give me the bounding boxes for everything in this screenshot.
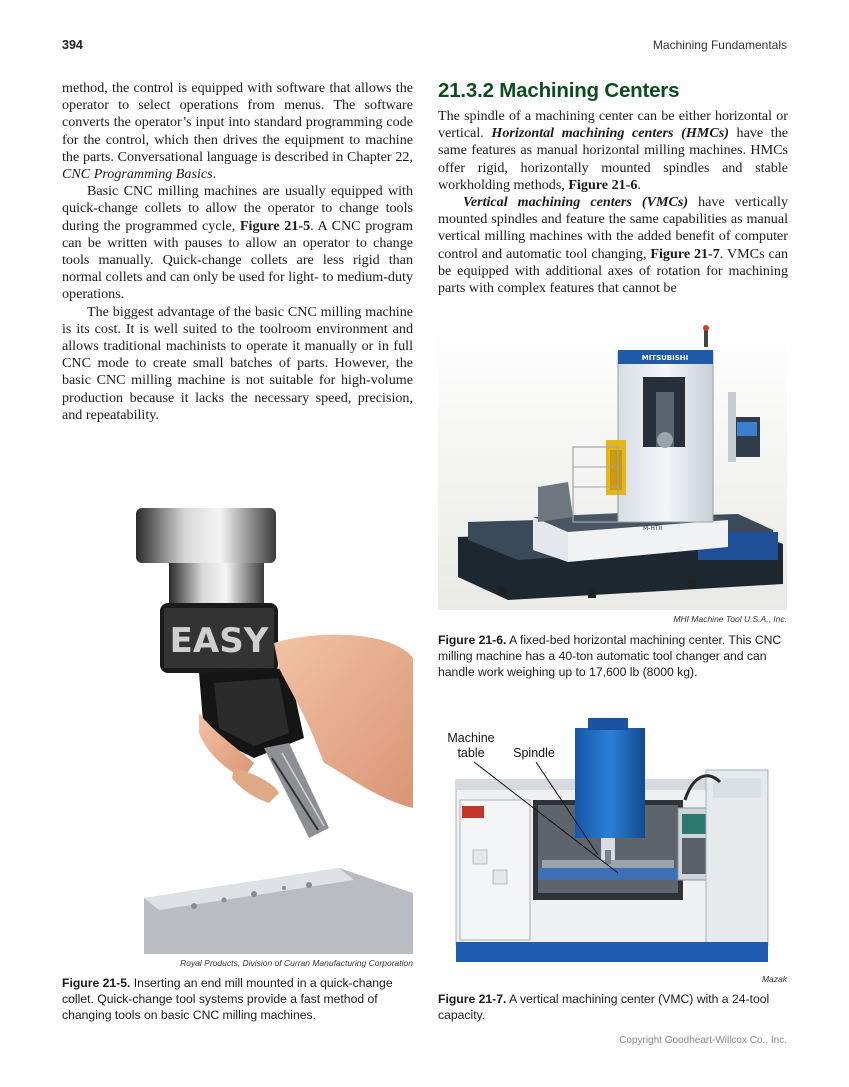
quick-change-collet-illustration [104, 508, 413, 954]
figure-21-6-credit: MHI Machine Tool U.S.A., Inc. [673, 614, 787, 624]
section-title: Machining Centers [499, 79, 680, 102]
callout-machine-table-line1: Machine [447, 731, 495, 745]
left-paragraph-2: Basic CNC milling machines are usually equipped with quick-change collets to allow the operator to change tools during the programmed cycle, Figure 21-5. A CNC program can be written with pauses to allow an operator to change tools manually. Quick-change collets are less rigid than normal collets and can only be used for light- to medium-duty operations. [62, 183, 413, 303]
right-paragraph-1: The spindle of a machining center can be either horizontal or vertical. Horizontal machining centers (HMCs) have the same features as manual horizontal milling machines. HMCs offer rigid, horizontally mounted spindles and stable workholding methods, Figure 21-6. [438, 108, 788, 193]
figure-21-5-credit: Royal Products, Division of Curran Manufacturing Corporation [180, 958, 413, 968]
copyright-notice: Copyright Goodheart-Willcox Co., Inc. [619, 1035, 787, 1046]
figure-21-7-photo [438, 710, 787, 970]
horizontal-machining-center-illustration [438, 322, 787, 610]
brand-label: MITSUBISHI [641, 354, 689, 362]
figure-21-5-caption: Figure 21-5. Inserting an end mill mounted in a quick-change collet. Quick-change tool systems provide a fast method of changing tools on basic CNC milling machines. [62, 976, 393, 1023]
vertical-machining-center-illustration [438, 710, 787, 970]
left-paragraph-1: method, the control is equipped with software that allows the operator to select operations from menus. The software converts the operator’s input into standard programming code for the control, which then drives the equipment to machine the parts. Conversational language is described in Chapter 22, CNC Programming Basics. [62, 80, 413, 183]
left-paragraph-3: The biggest advantage of the basic CNC milling machine is its cost. It is well suited to the toolroom environment and allows traditional machinists to operate it manually or in full CNC mode to create small batches of parts. However, the basic CNC milling machine is not suitable for high-volume production because it lacks the necessary speed, precision, and repeatability. [62, 303, 413, 423]
section-heading [438, 79, 679, 103]
term-hmc: Horizontal machining centers (HMCs) [491, 125, 729, 142]
figure-21-6-photo [438, 322, 787, 610]
model-label: M-HTII [643, 525, 663, 532]
figure-reference: Figure 21-5 [239, 217, 311, 234]
figure-label: Figure 21-7. [438, 992, 507, 1006]
right-paragraph-2: Vertical machining centers (VMCs) have vertically mounted spindles and feature the same capabilities as manual vertical milling machines with the added benefit of computer control and automatic tool changing, Figure 21-7. VMCs can be equipped with additional axes of rotation for machining parts with complex features that cannot be [438, 194, 788, 297]
section-number: 21.3.2 [438, 79, 494, 102]
figure-21-7-credit: Mazak [761, 974, 787, 984]
running-head: Machining Fundamentals [652, 38, 787, 52]
figure-reference: Figure 21-6 [568, 176, 638, 193]
right-column [438, 108, 788, 297]
term-vmc: Vertical machining centers (VMCs) [463, 194, 689, 211]
figure-reference: Figure 21-7 [650, 245, 720, 262]
figure-21-7-caption: Figure 21-7. A vertical machining center (VMC) with a 24-tool capacity. [438, 992, 770, 1023]
left-column [62, 80, 413, 424]
figure-label: Figure 21-5. [62, 976, 131, 990]
callout-spindle: Spindle [513, 746, 555, 760]
figure-21-5-photo [104, 508, 413, 954]
callout-machine-table-line2: table [457, 746, 485, 760]
page-number: 394 [62, 38, 83, 52]
collet-lettering: EASY [169, 621, 269, 661]
chapter-reference: CNC Programming Basics [62, 166, 213, 183]
figure-21-6-caption: Figure 21-6. A fixed-bed horizontal machining center. This CNC milling machine has a 40-ton automatic tool changer and can handle work weighing up to 17,600 lb (8000 kg). [438, 633, 782, 680]
figure-label: Figure 21-6. [438, 633, 507, 647]
